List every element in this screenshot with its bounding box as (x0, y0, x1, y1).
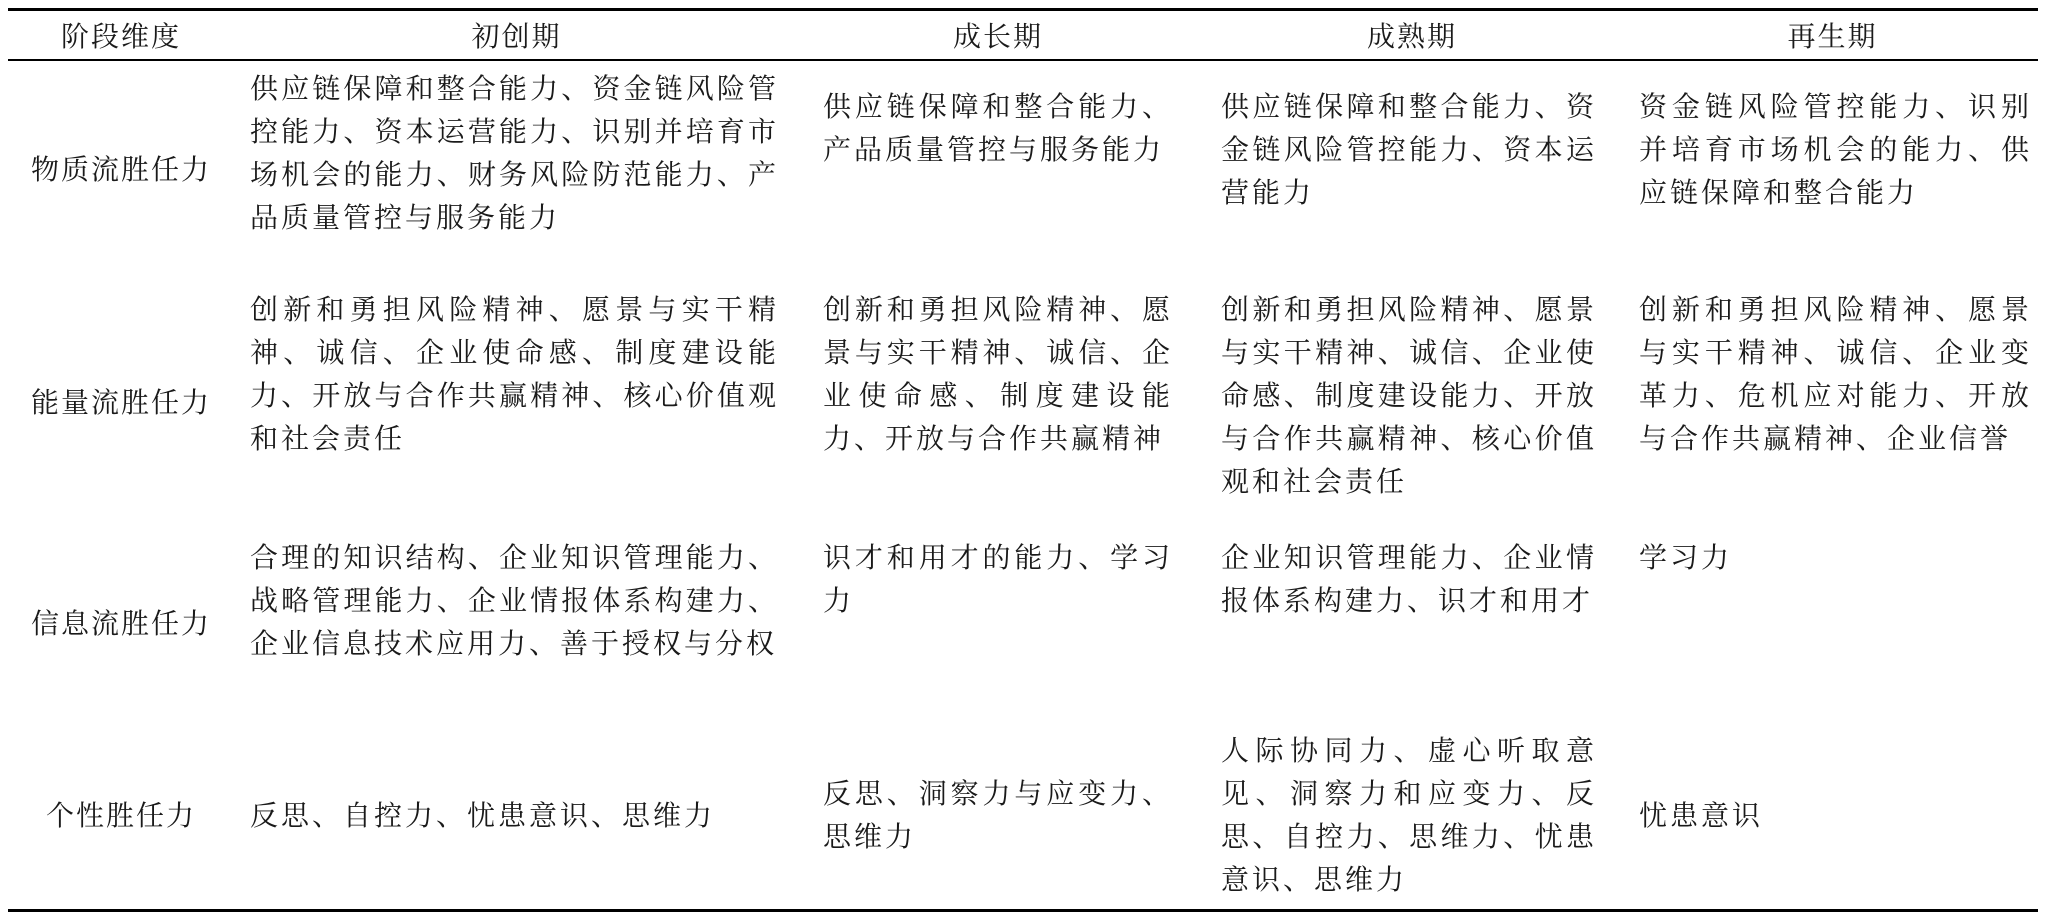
table-cell: 忧患意识 (1639, 798, 1764, 832)
header-maturity: 成熟期 (1366, 20, 1457, 53)
table-cell: 资金链风险管控能力、识别并培育市场机会的能力、供应链保障和整合能力 (1639, 90, 2032, 209)
competency-table (8, 8, 2038, 912)
header-growth: 成长期 (952, 20, 1043, 53)
competency-table-container (8, 8, 2038, 912)
table-cell: 人际协同力、虚心听取意见、洞察力和应变力、反思、自控力、思维力、忧患意识、思维力 (1221, 734, 1597, 896)
row-dimension: 物质流胜任力 (30, 153, 211, 186)
table-cell: 供应链保障和整合能力、产品质量管控与服务能力 (823, 90, 1173, 166)
header-startup: 初创期 (471, 20, 562, 53)
table-cell: 学习力 (1639, 541, 1733, 574)
header-regeneration: 再生期 (1787, 20, 1878, 53)
table-row (8, 721, 2038, 911)
table-cell: 创新和勇担风险精神、愿景与实干精神、诚信、企业使命感、制度建设能力、开放与合作共赢精神 (823, 293, 1173, 455)
row-dimension: 个性胜任力 (45, 798, 196, 832)
table-cell: 反思、洞察力与应变力、思维力 (823, 777, 1173, 853)
header-row (8, 10, 2038, 61)
table-row (8, 526, 2038, 721)
table-cell: 供应链保障和整合能力、资金链风险管控能力、资本运营能力、识别并培育市场机会的能力、财务风险防范能力、产品质量管控与服务能力 (250, 72, 779, 234)
table-cell: 创新和勇担风险精神、愿景与实干精神、诚信、企业使命感、制度建设能力、开放与合作共赢精神、核心价值观和社会责任 (250, 293, 779, 455)
table-row (8, 60, 2038, 278)
table-cell: 反思、自控力、忧患意识、思维力 (250, 798, 716, 832)
row-dimension: 能量流胜任力 (30, 385, 211, 419)
table-cell: 创新和勇担风险精神、愿景与实干精神、诚信、企业变革力、危机应对能力、开放与合作共赢精神、企业信誉 (1639, 293, 2032, 455)
table-cell: 企业知识管理能力、企业情报体系构建力、识才和用才 (1221, 541, 1597, 617)
table-cell: 识才和用才的能力、学习力 (823, 541, 1173, 617)
header-dimension: 阶段维度 (60, 20, 181, 53)
table-cell: 合理的知识结构、企业知识管理能力、战略管理能力、企业情报体系构建力、企业信息技术应用力、善于授权与分权 (250, 541, 779, 660)
row-dimension: 信息流胜任力 (30, 607, 211, 640)
table-cell: 创新和勇担风险精神、愿景与实干精神、诚信、企业使命感、制度建设能力、开放与合作共赢精神、核心价值观和社会责任 (1221, 293, 1597, 498)
table-row (8, 278, 2038, 526)
table-cell: 供应链保障和整合能力、资金链风险管控能力、资本运营能力 (1221, 90, 1597, 209)
